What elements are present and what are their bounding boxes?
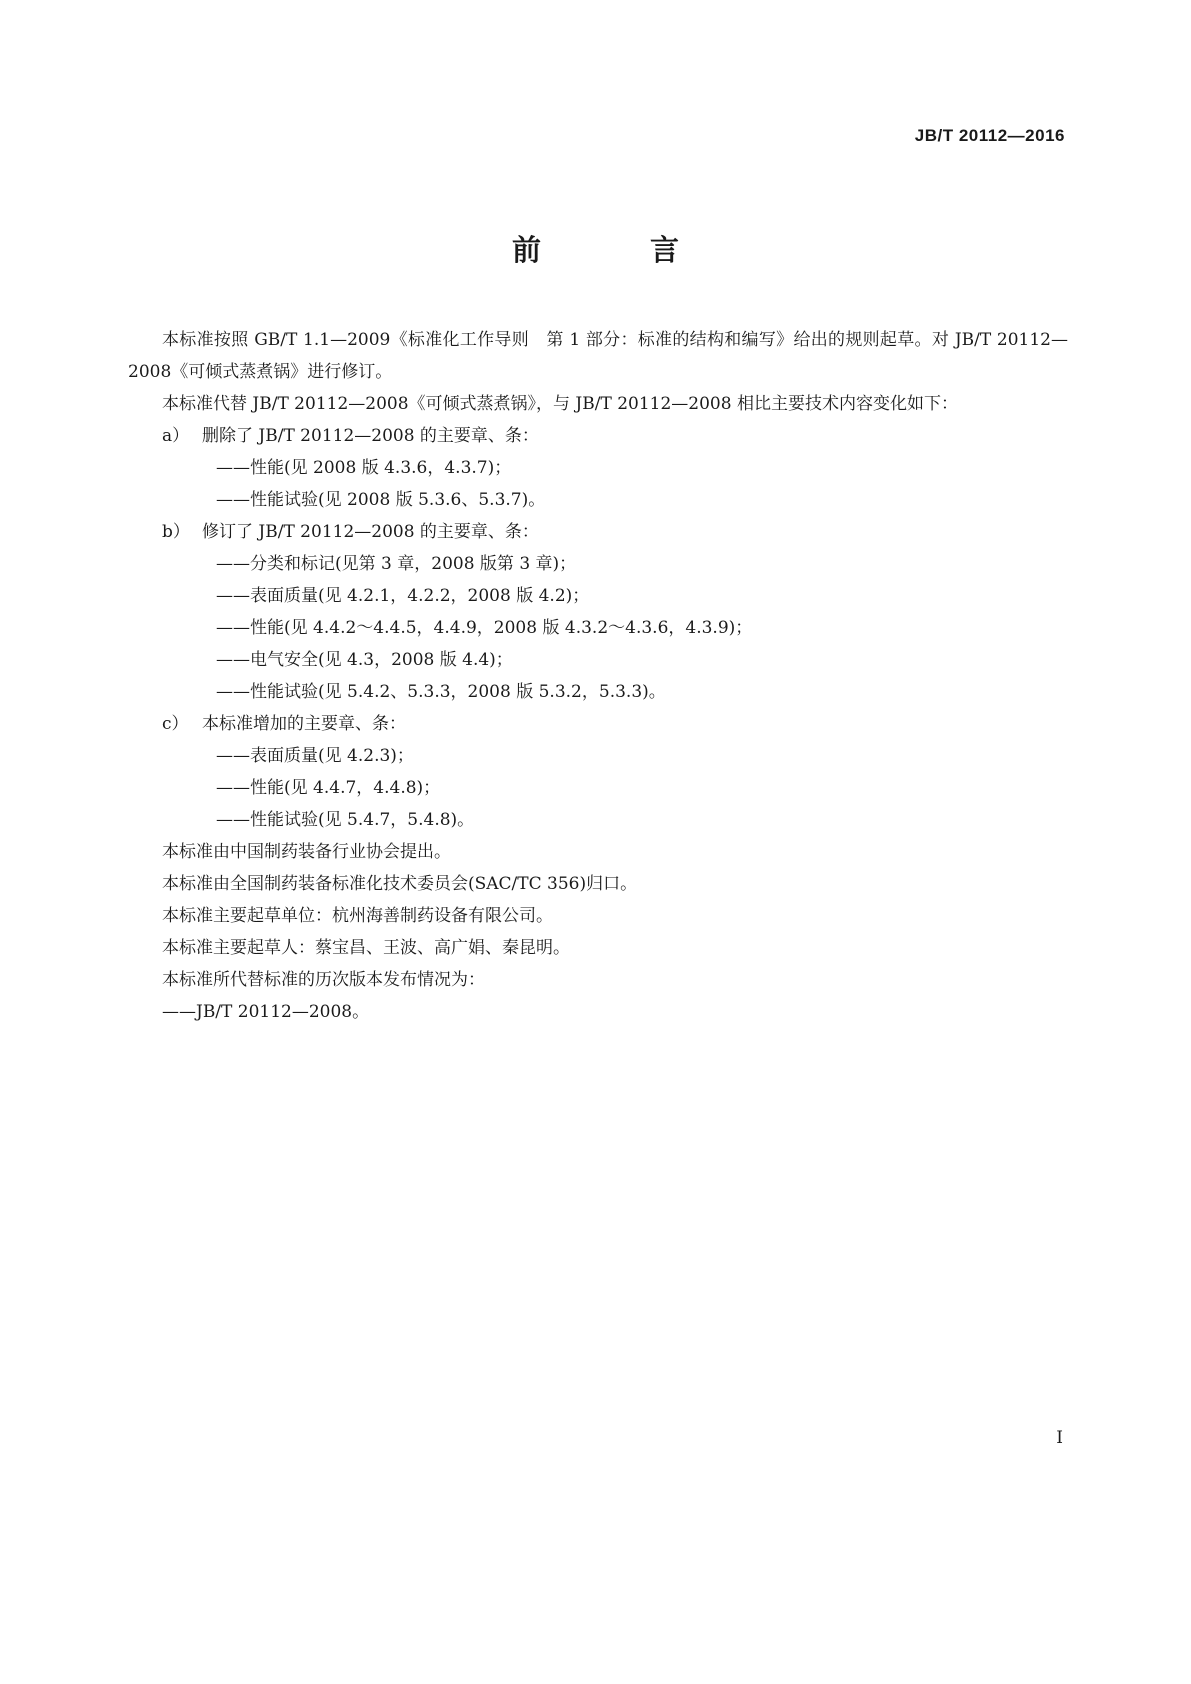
list-head-text: 修订了 JB/T 20112—2008 的主要章、条： [202,522,539,542]
list-head-c [128,708,1068,740]
foreword-body [128,324,1068,1028]
history-intro: 本标准所代替标准的历次版本发布情况为： [162,970,485,990]
list-item: ——性能(见 2008 版 4.3.6，4.3.7)； [216,458,512,478]
proposed-by-statement: 本标准由中国制药装备行业协会提出。 [162,842,451,862]
list-item: ——性能试验(见 5.4.7，5.4.8)。 [216,810,475,830]
list-item: ——性能(见 4.4.2～4.4.5，4.4.9，2008 版 4.3.2～4.3.6，4.3.9)； [216,618,753,638]
change-list-a [128,420,1068,516]
paragraph-drafting-rules: 本标准按照 GB/T 1.1—2009《标准化工作导则 第 1 部分：标准的结构和编写》给出的规则起草。对 JB/T 20112—2008《可倾式蒸煮锅》进行修订。 [128,330,1068,382]
list-marker: b） [162,522,190,542]
list-item: ——分类和标记(见第 3 章，2008 版第 3 章)； [216,554,577,574]
change-list-b [128,516,1068,708]
list-head-text: 本标准增加的主要章、条： [202,714,406,734]
page-title: 前 言 [511,233,719,267]
list-item: ——性能试验(见 2008 版 5.3.6、5.3.7)。 [216,490,546,510]
list-item: ——表面质量(见 4.2.3)； [216,746,414,766]
history-item: ——JB/T 20112—2008。 [162,1002,370,1022]
centralized-by-statement: 本标准由全国制药装备标准化技术委员会(SAC/TC 356)归口。 [162,874,638,894]
list-head-text: 删除了 JB/T 20112—2008 的主要章、条： [202,426,539,446]
page-number: I [1056,1428,1063,1448]
list-marker: c） [162,714,189,734]
list-item: ——性能(见 4.4.7，4.4.8)； [216,778,441,798]
change-list-c [128,708,1068,836]
standard-code-header: JB/T 20112—2016 [914,126,1065,145]
list-head-a [128,420,1068,452]
list-item: ——性能试验(见 5.4.2、5.3.3，2008 版 5.3.2，5.3.3)。 [216,682,666,702]
list-item: ——表面质量(见 4.2.1，4.2.2，2008 版 4.2)； [216,586,590,606]
list-item: ——电气安全(见 4.3，2008 版 4.4)； [216,650,513,670]
drafters-statement: 本标准主要起草人：蔡宝昌、王波、高广娟、秦昆明。 [162,938,570,958]
paragraph-replacement: 本标准代替 JB/T 20112—2008《可倾式蒸煮锅》，与 JB/T 20112—2008 相比主要技术内容变化如下： [162,394,958,414]
list-marker: a） [162,426,190,446]
drafting-unit-statement: 本标准主要起草单位：杭州海善制药设备有限公司。 [162,906,553,926]
list-head-b [128,516,1068,548]
